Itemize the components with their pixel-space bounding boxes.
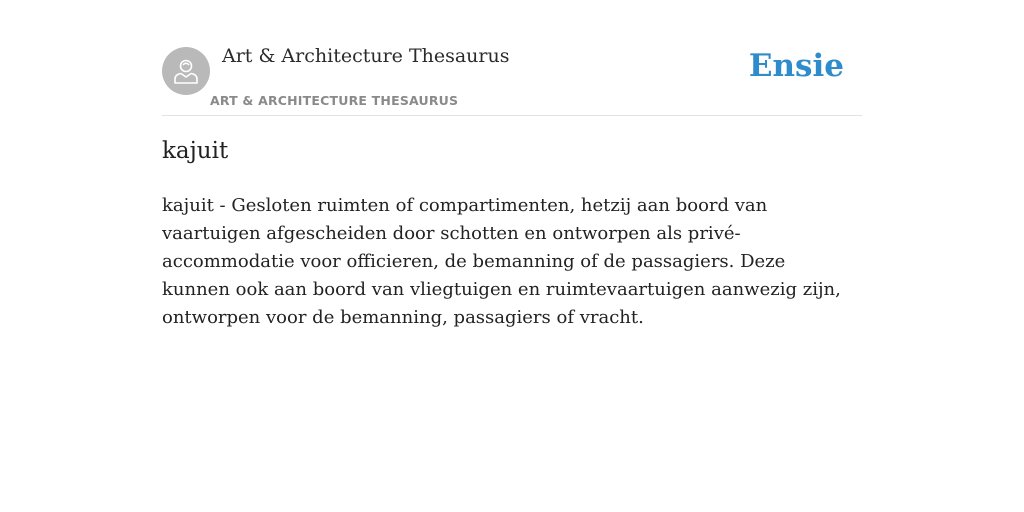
- author-name[interactable]: Art & Architecture Thesaurus: [222, 45, 510, 67]
- brand-logo[interactable]: Ensie: [748, 48, 844, 84]
- author-avatar[interactable]: [162, 47, 210, 95]
- author-tag[interactable]: ART & ARCHITECTURE THESAURUS: [210, 93, 459, 108]
- entry-card: [162, 0, 862, 328]
- entry-term: kajuit: [162, 138, 229, 164]
- entry-definition: kajuit - Gesloten ruimten of compartimenten, hetzij aan boord van vaartuigen afgescheiden door schotten en ontworpen als privé-accommodatie voor officieren, de bemanning of de passagiers. Deze kunnen ook aan boord van vliegtuigen en ruimtevaartuigen aanwezig zijn, ontworpen voor de bemanning, passagiers of vracht.: [162, 195, 841, 328]
- entry-header: [162, 0, 862, 116]
- user-icon: [171, 56, 201, 86]
